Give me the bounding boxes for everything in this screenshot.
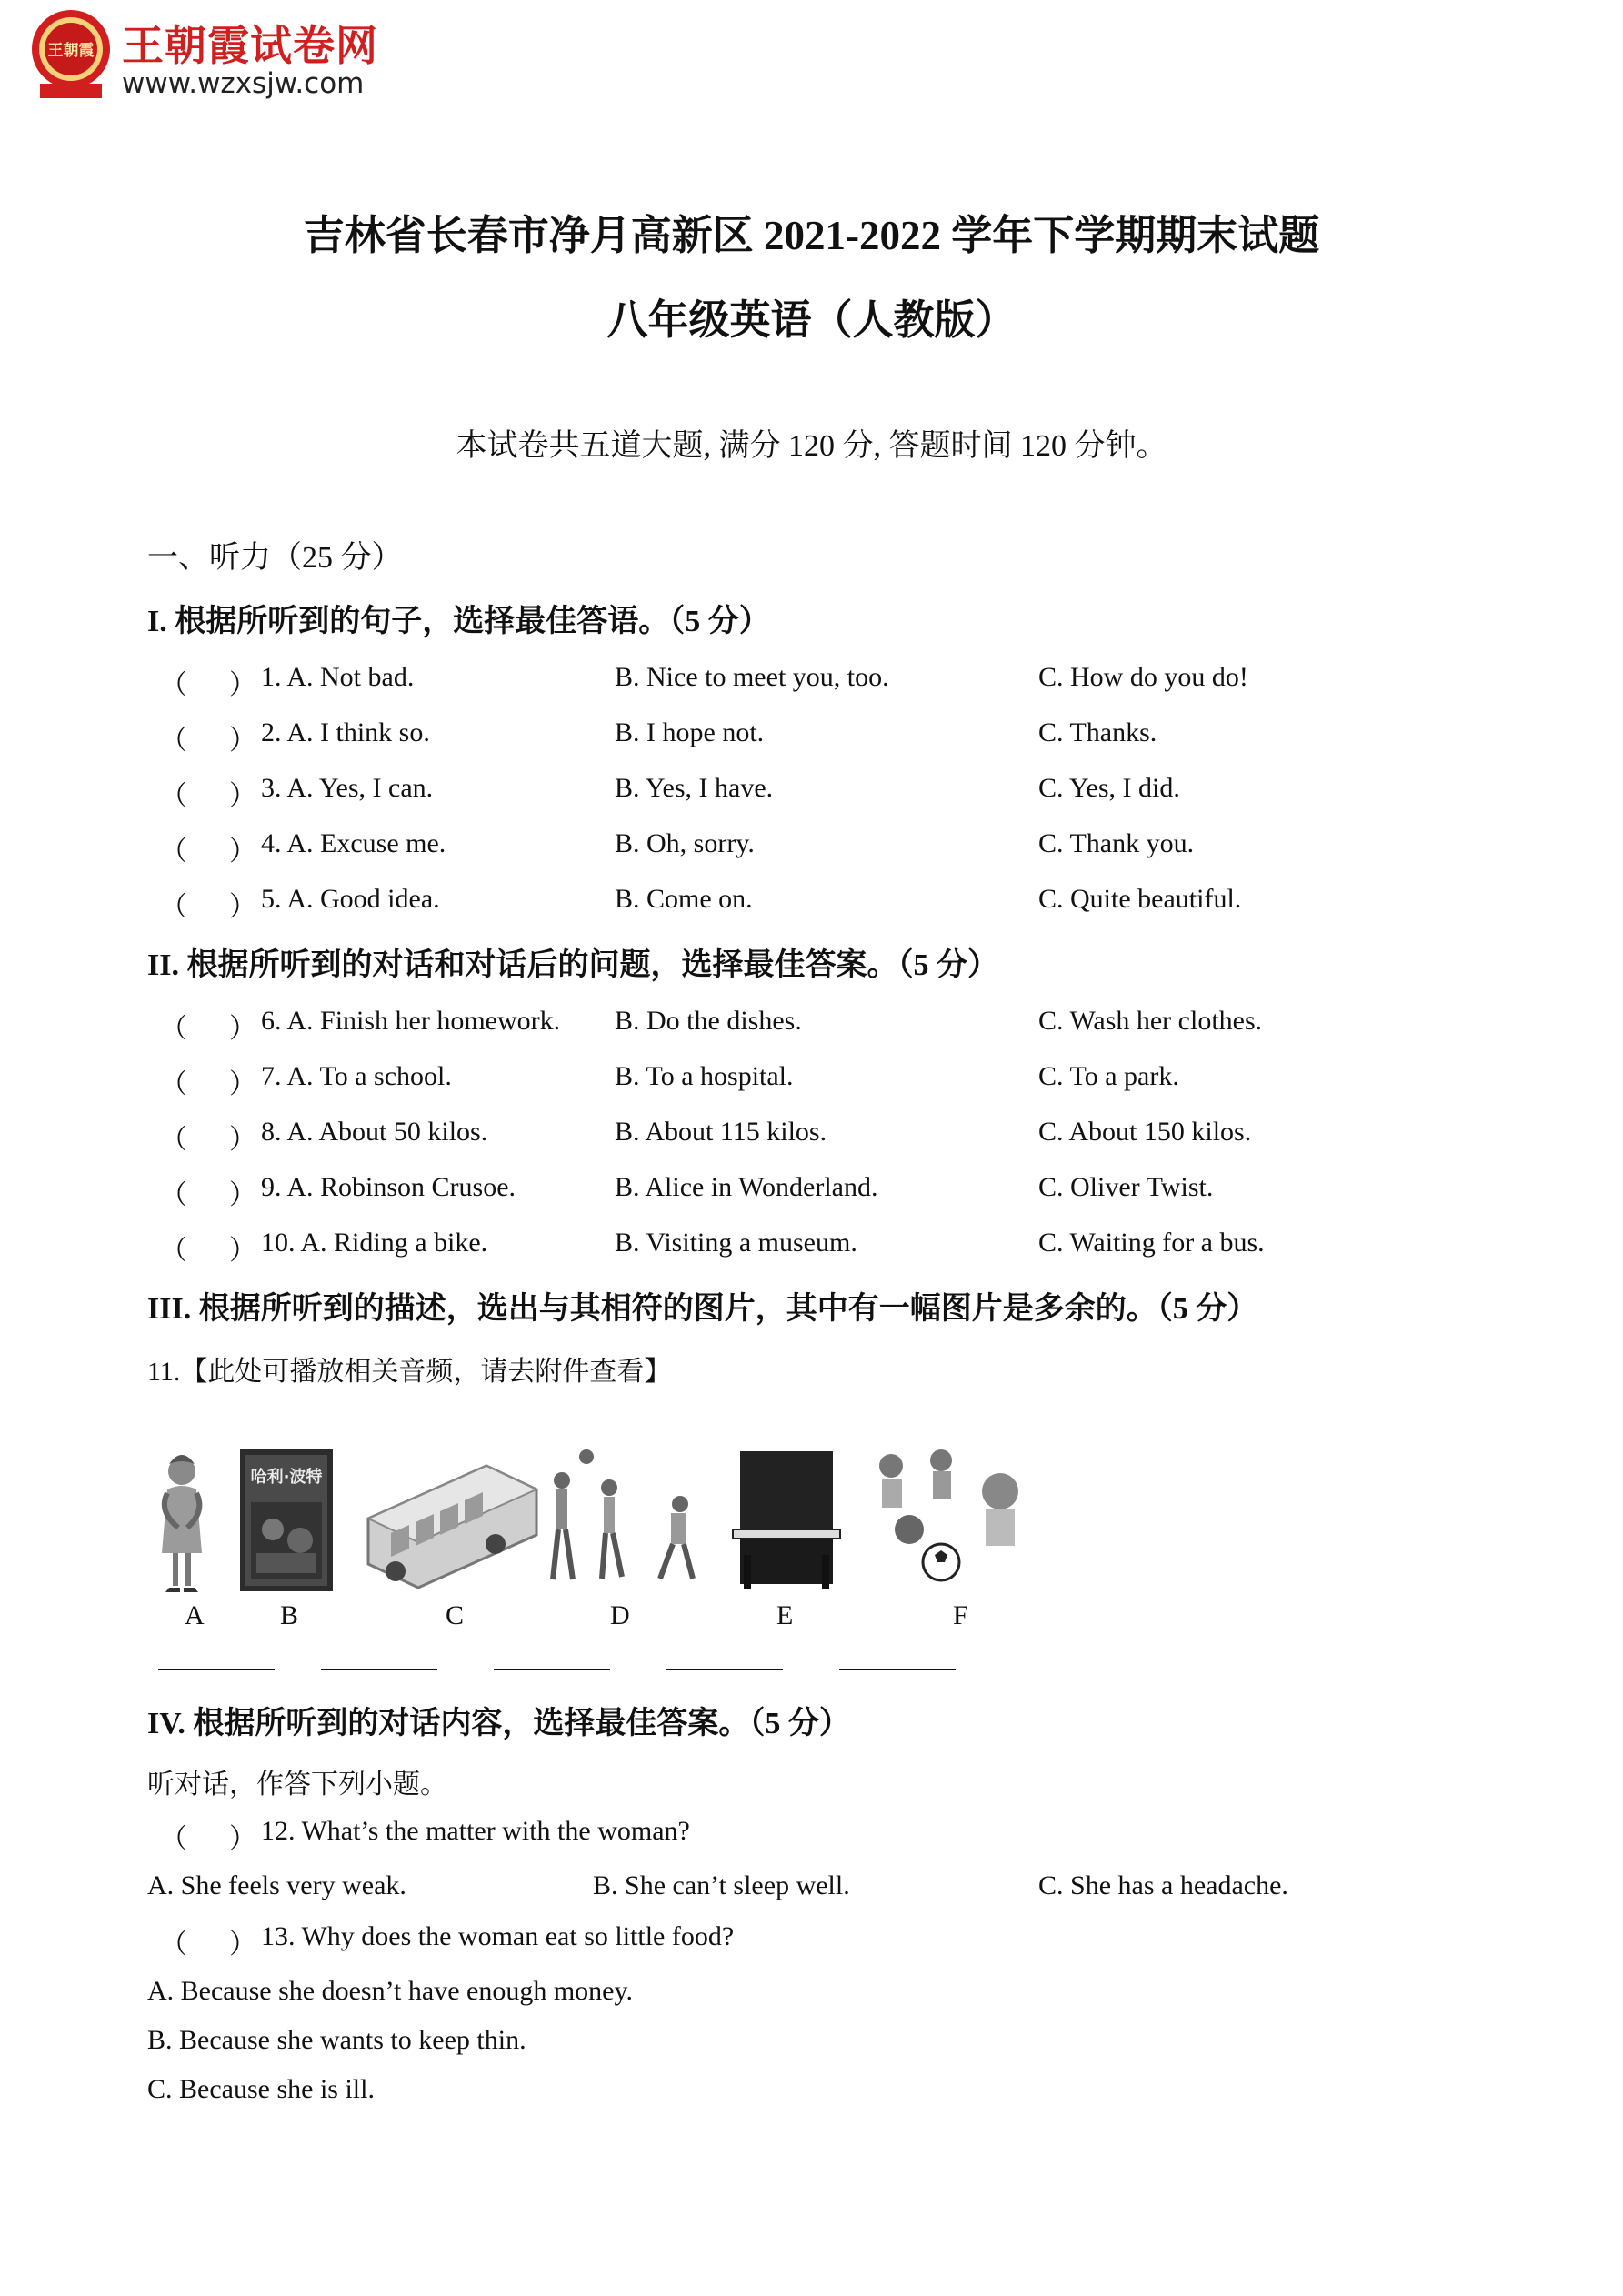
paren-left: （ (160, 670, 187, 700)
option-b: B. About 115 kilos. (615, 1117, 827, 1147)
paren-left: （ (160, 1824, 187, 1854)
question-row (147, 1172, 1420, 1208)
picture-letter: E (776, 1600, 794, 1630)
option-a: 3. A. Yes, I can. (261, 773, 434, 803)
part-listening-heading: 一、听力（25 分） (147, 541, 403, 575)
option-c: C. Oliver Twist. (1038, 1172, 1214, 1202)
option-b: B. Nice to meet you, too. (615, 662, 889, 692)
picture-strip (145, 1446, 1046, 1600)
question-row (147, 773, 1420, 809)
option-a: 5. A. Good idea. (261, 884, 440, 914)
paren-right: ） (229, 837, 256, 867)
question-row (147, 884, 1420, 920)
option-b: B. I hope not. (615, 717, 765, 747)
exam-title: 吉林省长春市净月高新区 2021-2022 学年下学期期末试题 (303, 213, 1320, 258)
question-stem: 13. Why does the woman eat so little food? (261, 1921, 735, 1951)
picture-letter: D (610, 1600, 630, 1630)
question-row (147, 1816, 1420, 1852)
paren-right: ） (229, 1930, 256, 1960)
option-a: 2. A. I think so. (261, 717, 430, 747)
option-b: B. Alice in Wonderland. (615, 1172, 878, 1202)
paren-right: ） (229, 1824, 256, 1854)
question-row (147, 717, 1420, 754)
option-a: A. She feels very weak. (147, 1870, 406, 1900)
option-c: C. Because she is ill. (147, 2074, 375, 2104)
option-c: C. About 150 kilos. (1038, 1117, 1252, 1147)
question-row (147, 1061, 1420, 1098)
option-c: C. She has a headache. (1038, 1870, 1288, 1900)
paren-right: ） (229, 726, 256, 756)
site-url[interactable]: www.wzxsjw.com (122, 67, 365, 100)
paren-left: （ (160, 1014, 187, 1044)
audio-note: 11.【此处可播放相关音频，请去附件查看】 (147, 1357, 672, 1387)
question-row (147, 828, 1420, 865)
answer-blank[interactable] (666, 1669, 783, 1670)
section-4-instruction: 听对话，作答下列小题。 (147, 1770, 447, 1800)
piano-icon (727, 1446, 846, 1596)
exam-subtitle: 八年级英语（人教版） (606, 297, 1017, 343)
book-title: 哈利·波特 (250, 1468, 323, 1487)
option-b: B. Oh, sorry. (615, 828, 755, 858)
option-b: B. To a hospital. (615, 1061, 794, 1091)
school-seal-icon (27, 7, 115, 102)
picture-letters (0, 1600, 1623, 1637)
question-row (147, 1921, 1420, 1958)
badge-text: 王朝霞 (47, 42, 95, 60)
section-4-heading: IV. 根据所听到的对话内容，选择最佳答案。（5 分） (147, 1707, 850, 1740)
option-a: 8. A. About 50 kilos. (261, 1117, 488, 1147)
answer-blank[interactable] (494, 1669, 610, 1670)
paren-right: ） (229, 1125, 256, 1155)
option-c: C. Thank you. (1038, 828, 1195, 858)
option-a: 4. A. Excuse me. (261, 828, 446, 858)
option-b: B. Because she wants to keep thin. (147, 2025, 526, 2055)
option-a: 1. A. Not bad. (261, 662, 415, 692)
option-b: B. Come on. (615, 884, 753, 914)
section-3-heading: III. 根据所听到的描述，选出与其相符的图片，其中有一幅图片是多余的。（5 分） (147, 1292, 1258, 1326)
option-c: C. Yes, I did. (1038, 773, 1180, 803)
site-logo (27, 7, 409, 102)
answer-blanks (0, 1669, 1623, 1678)
picture-letter: A (185, 1600, 205, 1630)
option-a: A. Because she doesn’t have enough money. (147, 1976, 634, 2006)
option-b: B. Yes, I have. (615, 773, 774, 803)
option-c: C. Wash her clothes. (1038, 1006, 1263, 1036)
question-row (147, 662, 1420, 698)
exam-intro: 本试卷共五道大题, 满分 120 分, 答题时间 120 分钟。 (456, 429, 1167, 463)
paren-left: （ (160, 892, 187, 922)
option-a: 7. A. To a school. (261, 1061, 452, 1091)
option-c: C. Quite beautiful. (1038, 884, 1242, 914)
question-row (147, 1117, 1420, 1153)
option-c: C. To a park. (1038, 1061, 1179, 1091)
option-b: B. She can’t sleep well. (593, 1870, 850, 1900)
option-b: B. Do the dishes. (615, 1006, 802, 1036)
answer-blank[interactable] (158, 1669, 275, 1670)
question-row (147, 1228, 1420, 1264)
option-c: C. How do you do! (1038, 662, 1248, 692)
paren-right: ） (229, 670, 256, 700)
option-b: B. Visiting a museum. (615, 1228, 857, 1258)
paren-right: ） (229, 1180, 256, 1210)
answer-blank[interactable] (839, 1669, 956, 1670)
section-1-heading: I. 根据所听到的句子，选择最佳答语。（5 分） (147, 605, 770, 638)
option-c: C. Thanks. (1038, 717, 1157, 747)
paren-right: ） (229, 1069, 256, 1099)
basketball-players-icon (546, 1446, 709, 1596)
paren-left: （ (160, 781, 187, 811)
picture-letter: F (953, 1600, 968, 1630)
paren-left: （ (160, 1125, 187, 1155)
paren-right: ） (229, 1236, 256, 1266)
paren-left: （ (160, 726, 187, 756)
options-row (147, 1870, 1420, 1907)
site-name: 王朝霞试卷网 (122, 21, 378, 70)
paren-right: ） (229, 892, 256, 922)
picture-letter: B (280, 1600, 299, 1630)
harry-potter-book-icon (236, 1446, 336, 1596)
option-a: 6. A. Finish her homework. (261, 1006, 561, 1036)
bus-icon (359, 1446, 541, 1596)
picture-letter: C (446, 1600, 465, 1630)
option-c: C. Waiting for a bus. (1038, 1228, 1265, 1258)
section-2-heading: II. 根据所听到的对话和对话后的问题，选择最佳答案。（5 分） (147, 948, 998, 982)
option-a: 9. A. Robinson Crusoe. (261, 1172, 516, 1202)
sick-woman-icon (145, 1446, 218, 1596)
paren-left: （ (160, 1236, 187, 1266)
paren-left: （ (160, 837, 187, 867)
answer-blank[interactable] (321, 1669, 437, 1670)
paren-left: （ (160, 1069, 187, 1099)
question-row (147, 1006, 1420, 1042)
question-stem: 12. What’s the matter with the woman? (261, 1816, 690, 1846)
paren-right: ） (229, 1014, 256, 1044)
paren-left: （ (160, 1180, 187, 1210)
paren-right: ） (229, 781, 256, 811)
kids-soccer-icon (864, 1446, 1046, 1596)
option-a: 10. A. Riding a bike. (261, 1228, 488, 1258)
paren-left: （ (160, 1930, 187, 1960)
